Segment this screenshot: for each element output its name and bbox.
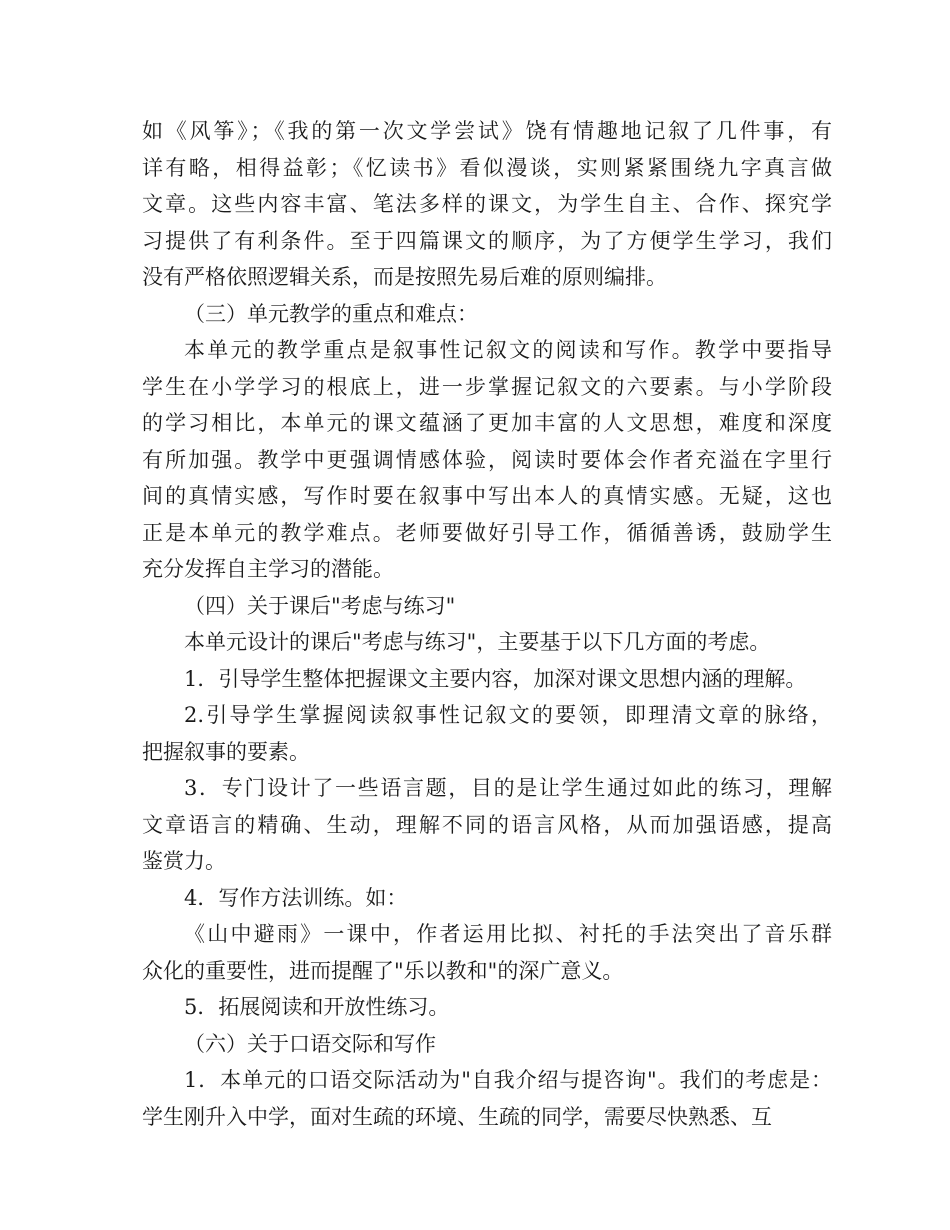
paragraph-line: （六）关于口语交际和写作: [184, 1031, 436, 1056]
paragraph: [142, 1026, 832, 1063]
paragraph: [142, 880, 832, 917]
paragraph-line: 详有略，相得益彰；《忆读书》看似漫谈，实则紧紧围绕九字真言做: [142, 155, 832, 180]
paragraph-line: 学生在小学学习的根底上，进一步掌握记叙文的六要素。与小学阶段: [142, 374, 832, 399]
paragraph-line: 众化的重要性，进而提醒了"乐以教和"的深广意义。: [142, 958, 624, 983]
paragraph-line: 间的真情实感，写作时要在叙事中写出本人的真情实感。无疑，这也: [142, 484, 832, 508]
paragraph-line: （三）单元教学的重点和难点：: [184, 301, 478, 326]
paragraph: [142, 624, 832, 661]
paragraph-line: 3．专门设计了一些语言题，目的是让学生通过如此的练习，理解: [184, 776, 832, 800]
paragraph-line: 《山中避雨》一课中，作者运用比拟、衬托的手法突出了音乐群: [184, 922, 832, 946]
paragraph: [142, 588, 832, 625]
paragraph-line: 鉴赏力。: [142, 849, 226, 873]
paragraph: [142, 697, 832, 770]
paragraph-line: 正是本单元的教学难点。老师要做好引导工作，循循善诱，鼓励学生: [142, 520, 832, 545]
paragraph-line: 1．引导学生整体把握课文主要内容，加深对课文思想内涵的理解。: [184, 666, 807, 691]
paragraph-line: 如《风筝》；《我的第一次文学尝试》饶有情趣地记叙了几件事，有: [142, 119, 832, 143]
paragraph-line: 4．写作方法训练。如：: [184, 885, 408, 910]
paragraph-line: 习提供了有利条件。至于四篇课文的顺序，为了方便学生学习，我们: [142, 228, 832, 253]
paragraph-line: 2.引导学生掌握阅读叙事性记叙文的要领，即理清文章的脉络，: [184, 703, 832, 727]
paragraph-line: 文章语言的精确、生动，理解不同的语言风格，从而加强语感，提高: [142, 812, 832, 837]
paragraph: [142, 296, 832, 333]
paragraph-line: 把握叙事的要素。: [142, 739, 310, 764]
paragraph-line: 有所加强。教学中更强调情感体验，阅读时要体会作者充溢在字里行: [142, 447, 832, 472]
document-body: [142, 113, 832, 1135]
paragraph-line: 学生刚升入中学，面对生疏的环境、生疏的同学，需要尽快熟悉、互: [142, 1104, 772, 1129]
paragraph-line: 文章。这些内容丰富、笔法多样的课文，为学生自主、合作、探究学: [142, 192, 832, 216]
paragraph-line: 本单元设计的课后"考虑与练习"，主要基于以下几方面的考虑。: [184, 630, 771, 654]
paragraph-line: 没有严格依照逻辑关系，而是按照先易后难的原则编排。: [142, 265, 667, 289]
paragraph-line: 本单元的教学重点是叙事性记叙文的阅读和写作。教学中要指导: [184, 338, 832, 362]
paragraph: [142, 113, 832, 296]
paragraph: [142, 1062, 832, 1135]
paragraph-line: 充分发挥自主学习的潜能。: [142, 557, 394, 581]
paragraph-line: 5．拓展阅读和开放性练习。: [184, 995, 450, 1019]
paragraph: [142, 916, 832, 989]
paragraph-line: 的学习相比，本单元的课文蕴涵了更加丰富的人文思想，难度和深度: [142, 411, 832, 435]
paragraph: [142, 989, 832, 1026]
paragraph: [142, 661, 832, 698]
paragraph: [142, 770, 832, 880]
paragraph-line: （四）关于课后"考虑与练习": [184, 593, 456, 618]
paragraph: [142, 332, 832, 588]
paragraph-line: 1．本单元的口语交际活动为"自我介绍与提咨询"。我们的考虑是：: [184, 1068, 832, 1092]
